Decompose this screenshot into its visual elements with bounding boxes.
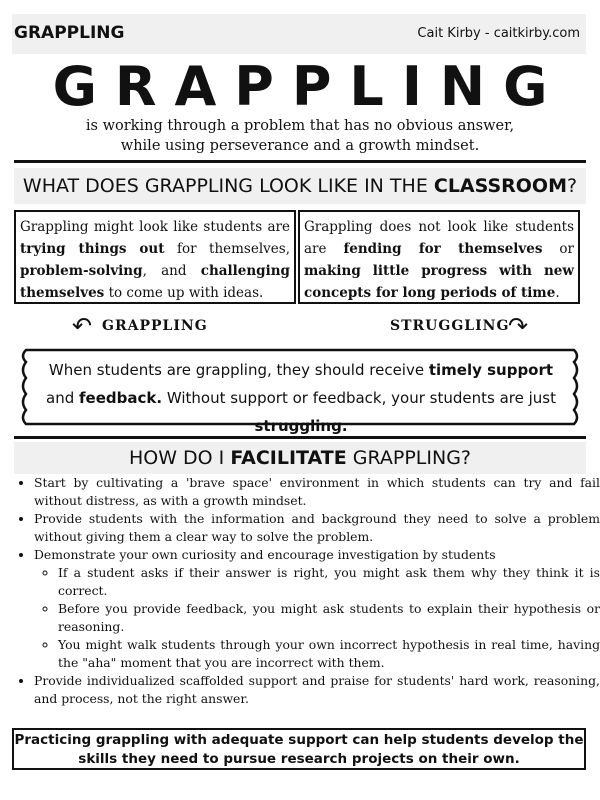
- sub-list-item: ◦ If a student asks if their answer is right, you might ask them why they think it is correct.: [58, 564, 600, 600]
- sub-list-item: ◦ You might walk students through your own incorrect hypothesis in real time, having the "aha" moment that you are incorrect with them.: [58, 636, 600, 672]
- sub-list: [34, 564, 600, 672]
- curved-up-arrow-icon: ↷: [508, 312, 529, 340]
- section-heading-facilitate: HOW DO I FACILITATE GRAPPLING?: [14, 442, 586, 474]
- divider-middle: [14, 436, 586, 439]
- section-heading-classroom: WHAT DOES GRAPPLING LOOK LIKE IN THE CLASSROOM?: [14, 168, 586, 204]
- definition-line-1: is working through a problem that has no obvious answer,: [85, 118, 515, 134]
- list-item: • Demonstrate your own curiosity and encourage investigation by students ◦ If a student asks if their answer is right, you might ask them why they think it is correct. ◦ Before you provide feedback, you might ask students to explain their hypothesis or reasoning. ◦ You might walk students through your own incorrect hypothesis in real time, having the "aha" moment that you are incorrect with them.: [34, 546, 600, 672]
- header-title: GRAPPLING: [14, 23, 125, 43]
- facilitation-list: [14, 474, 600, 708]
- callout-text: When students are grappling, they should receive timely support and feedback. Without support or feedback, your students are just struggling.: [46, 361, 556, 435]
- list-item: • Provide students with the information and background they need to solve a problem without giving them a clear way to solve the problem.: [34, 510, 600, 546]
- callout-box: [14, 346, 586, 435]
- definition-line-2: while using perseverance and a growth mindset.: [120, 138, 480, 154]
- header-bar: [12, 14, 586, 54]
- sub-list-item: ◦ Before you provide feedback, you might ask students to explain their hypothesis or reasoning.: [58, 600, 600, 636]
- author-credit: Cait Kirby - caitkirby.com: [417, 26, 580, 41]
- grappling-description-box: Grappling might look like students are trying things out for themselves, problem-solving, and challenging themselves to come up with ideas.: [14, 210, 296, 304]
- summary-footer: Practicing grappling with adequate support can help students develop the skills they need to pursue research projects on their own.: [12, 728, 586, 770]
- list-item: • Start by cultivating a 'brave space' environment in which students can try and fail without distress, as with a growth mindset.: [34, 474, 600, 510]
- struggling-description-box: Grappling does not look like students are fending for themselves or making little progress with new concepts for long periods of time.: [298, 210, 580, 304]
- grappling-label: GRAPPLING: [102, 318, 208, 334]
- struggling-label: STRUGGLING: [390, 318, 510, 334]
- divider-top: [14, 160, 586, 163]
- definition: [40, 116, 560, 156]
- curved-up-arrow-icon: ↶: [72, 312, 93, 340]
- list-item: • Provide individualized scaffolded support and praise for students' hard work, reasoning, and process, not the right answer.: [34, 672, 600, 708]
- page-title: GRAPPLING: [52, 55, 566, 118]
